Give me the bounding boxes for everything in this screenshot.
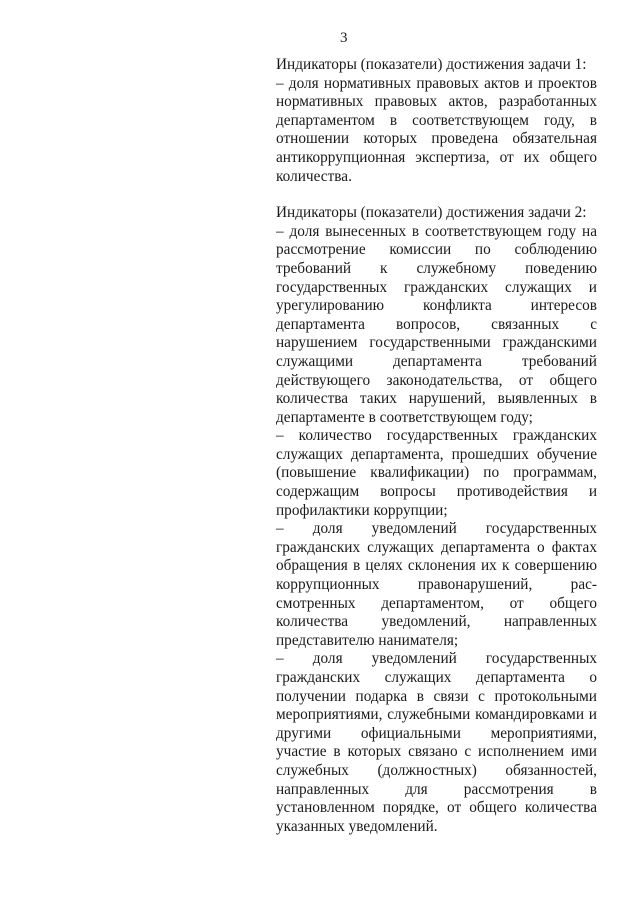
task-1-indicators — [276, 56, 597, 186]
task-2-indicator-2: – количество государственных гражданских служащих департамента, прошедших обучение (повышение квалификации) по программам, содержащим вопросы противодействия и профилактики коррупции; — [276, 427, 597, 519]
task-2-indicator-1: – доля вынесенных в соответствующем году на рассмотрение комиссии по соблюдению требований к служебному поведению государственных гражданских служащих и урегулированию конфликта интересов департамента вопросов, связанных с нарушением государственными гражданскими служащими департамента требований действующего законодательства, от общего количества таких нарушений, выявленных в департаменте в соответствующем году; — [276, 222, 597, 426]
task-2-indicator-3: – доля уведомлений государственных гражданских служащих департамента о фактах обращения в целях склонения их к совершению коррупционных правонарушений, рас-смотренных департаментом, от общего количества уведомлений, направленных представителю нанимателя; — [276, 520, 597, 649]
task-1-indicator-1: – доля нормативных правовых актов и проектов нормативных правовых актов, разработанных департаментом в соответствующем году, в отношении которых проведена обязательная антикоррупционная экспертиза, от их общего количества. — [276, 74, 597, 185]
task-2-heading: Индикаторы (показатели) достижения задачи 2: — [276, 204, 587, 222]
document-body — [276, 56, 597, 836]
page-number: 3 — [340, 30, 348, 46]
task-2-indicators — [276, 204, 597, 836]
task-1-heading: Индикаторы (показатели) достижения задачи 1: — [276, 56, 587, 73]
task-2-indicator-4: – доля уведомлений государственных гражданских служащих департамента о получении подарка в связи с протокольными мероприятиями, служебными командировками и другими официальными мероприятиями, участие в которых связано с исполнением ими служебных (должностных) обязанностей, направленных для рассмотрения в установленном порядке, от общего количества указанных уведомлений. — [276, 650, 597, 835]
